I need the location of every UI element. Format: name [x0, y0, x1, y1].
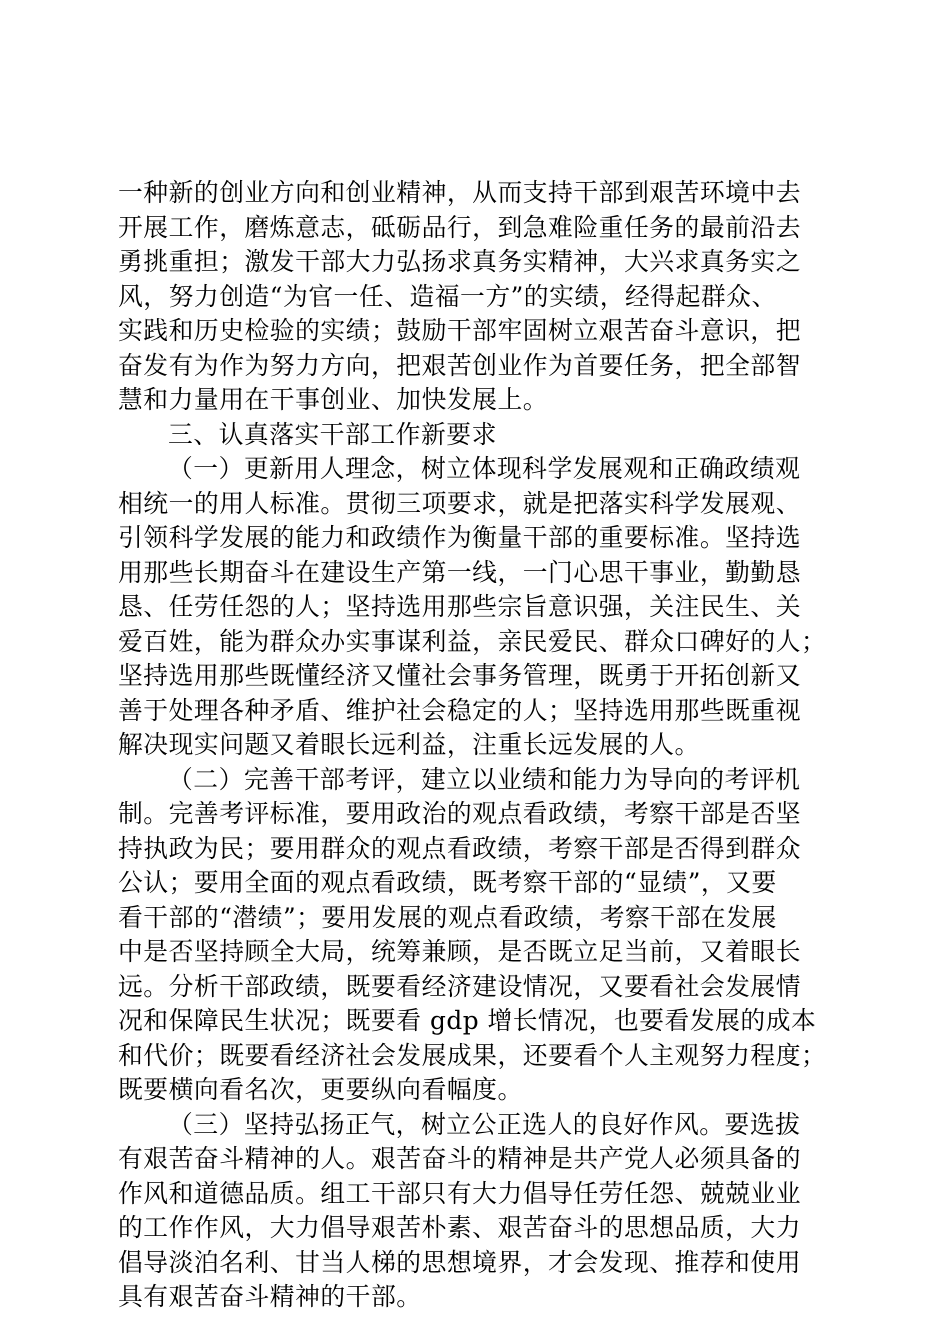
- text-line: 勇挑重担；激发干部大力弘扬求真务实精神，大兴求真务实之: [118, 247, 802, 276]
- text-line: 的工作作风，大力倡导艰苦朴素、艰苦奋斗的思想品质，大力: [118, 1213, 802, 1242]
- text-line: 持执政为民；要用群众的观点看政绩，考察干部是否得到群众: [118, 833, 802, 863]
- text-line: 解决现实问题又着眼长远利益，注重长远发展的人。: [118, 730, 700, 759]
- text-line: 恳、任劳任怨的人；坚持选用那些宗旨意识强，关注民生、关: [118, 592, 802, 621]
- text-line: 风，努力创造“为官一任、造福一方”的实绩，经得起群众、: [118, 281, 777, 311]
- text-line: 有艰苦奋斗精神的人。艰苦奋斗的精神是共产党人必须具备的: [118, 1144, 802, 1173]
- text-line: 引领科学发展的能力和政绩作为衡量干部的重要标准。坚持选: [118, 523, 802, 552]
- text-line: 善于处理各种矛盾、维护社会稳定的人；坚持选用那些既重视: [118, 695, 802, 725]
- text-line: 制。完善考评标准，要用政治的观点看政绩，考察干部是否坚: [118, 799, 802, 828]
- document-body: [118, 176, 836, 1315]
- text-line: 奋发有为作为努力方向，把艰苦创业作为首要任务，把全部智: [118, 350, 802, 380]
- text-line: 公认；要用全面的观点看政绩，既考察干部的“显绩”，又要: [118, 868, 777, 897]
- section-heading: 三、认真落实干部工作新要求: [168, 419, 497, 449]
- text-line: 远。分析干部政绩，既要看经济建设情况，又要看社会发展情: [118, 971, 802, 1001]
- text-line: 用那些长期奋斗在建设生产第一线，一门心思干事业，勤勤恳: [118, 557, 802, 587]
- text-line: 既要横向看名次，更要纵向看幅度。: [118, 1075, 523, 1104]
- text-line: 作风和道德品质。组工干部只有大力倡导任劳任怨、兢兢业业: [118, 1178, 802, 1208]
- text-line: 和代价；既要看经济社会发展成果，还要看个人主观努力程度；: [118, 1040, 827, 1070]
- text-line: 相统一的用人标准。贯彻三项要求，就是把落实科学发展观、: [118, 488, 802, 518]
- text-line: 中是否坚持顾全大局，统筹兼顾，是否既立足当前，又着眼长: [118, 937, 802, 966]
- text-line: 慧和力量用在干事创业、加快发展上。: [118, 385, 549, 414]
- subsection-heading-line: （三）坚持弘扬正气，树立公正选人的良好作风。要选拔: [168, 1109, 801, 1139]
- text-line: 一种新的创业方向和创业精神，从而支持干部到艰苦环境中去: [118, 178, 802, 207]
- text-line: 开展工作，磨炼意志，砥砺品行，到急难险重任务的最前沿去: [118, 212, 802, 242]
- text-line: 况和保障民生状况；既要看 gdp 增长情况，也要看发展的成本: [118, 1006, 817, 1035]
- subsection-heading-line: （一）更新用人理念，树立体现科学发展观和正确政绩观: [168, 454, 801, 483]
- text-line: 实践和历史检验的实绩；鼓励干部牢固树立艰苦奋斗意识，把: [118, 316, 802, 345]
- text-line: 倡导淡泊名利、甘当人梯的思想境界，才会发现、推荐和使用: [118, 1247, 802, 1277]
- subsection-heading-line: （二）完善干部考评，建立以业绩和能力为导向的考评机: [168, 764, 801, 794]
- text-line: 坚持选用那些既懂经济又懂社会事务管理，既勇于开拓创新又: [118, 661, 802, 690]
- text-line: 具有艰苦奋斗精神的干部。: [118, 1282, 422, 1311]
- text-line: 看干部的“潜绩”；要用发展的观点看政绩，考察干部在发展: [118, 902, 777, 932]
- text-line: 爱百姓，能为群众办实事谋利益，亲民爱民、群众口碑好的人；: [118, 626, 827, 656]
